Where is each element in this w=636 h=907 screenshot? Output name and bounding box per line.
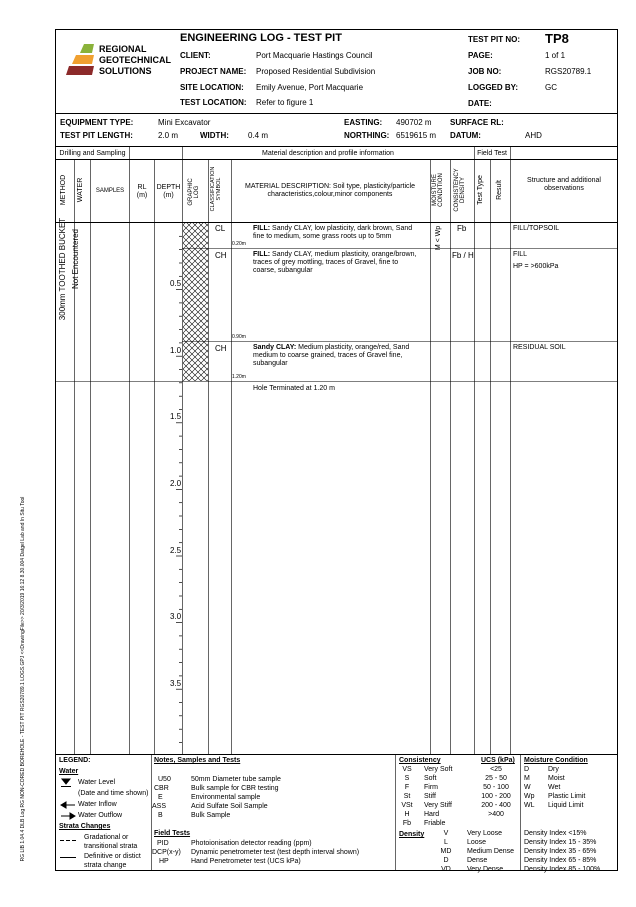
consistency-name: Very Stiff [424, 802, 452, 809]
consistency-ucs: >400 [488, 811, 504, 818]
note-code: E [158, 794, 163, 801]
client-value: Port Macquarie Hastings Council [256, 51, 373, 60]
classification-header: CLASSIFICATION SYMBOL [210, 166, 222, 212]
density-index: Density Index 85 - 100% [524, 866, 601, 873]
group-field-header: Field Test [477, 150, 507, 157]
width-label: WIDTH: [200, 131, 229, 140]
site-value: Emily Avenue, Port Macquarie [256, 83, 364, 92]
consistency-code: H [404, 811, 410, 818]
test-location-value: Refer to figure 1 [256, 98, 314, 107]
density-index: Density Index 65 - 85% [524, 857, 597, 864]
moisture-header: MOISTURE CONDITION [432, 173, 445, 207]
density-code: D [443, 857, 449, 864]
density-name: Very Dense [467, 866, 504, 873]
moisture-value: M < Wp [435, 225, 442, 251]
consistency-code: VS [402, 766, 412, 773]
date-label: DATE: [468, 99, 492, 108]
moisture-code: W [524, 784, 531, 791]
legend-field-title: Field Tests [154, 830, 191, 837]
legend-strata-2: transitional strata [84, 843, 138, 850]
layer-1-description: FILL: Sandy CLAY, low plasticity, dark brown, Sand fine to medium, some grass roots up to 5mm [253, 225, 413, 240]
job-value: RGS20789.1 [545, 67, 592, 76]
result-header: Result [496, 180, 503, 200]
layer-1-bottom: 0.20m [232, 241, 246, 247]
page-title: ENGINEERING LOG - TEST PIT [180, 32, 342, 44]
water-inflow-icon [61, 802, 75, 808]
depth-label: 2.0 [170, 479, 182, 488]
moisture-name: Wet [548, 784, 561, 791]
project-value: Proposed Residential Subdivision [256, 67, 376, 76]
test-pit-value: TP8 [545, 31, 569, 46]
consistency-name: Very Soft [424, 766, 453, 773]
water-value: Not Encountered [71, 228, 80, 290]
field-code: PID [157, 840, 169, 847]
hole-terminated-note: Hole Terminated at 1.20 m [253, 385, 335, 392]
legend-notes-title: Notes, Samples and Tests [154, 757, 241, 764]
site-label: SITE LOCATION: [180, 83, 244, 92]
consistency-name: Hard [424, 811, 440, 818]
side-file-stamp: RG LIB 1.04.4 DLB Log RG NON-CORED BOREHOLE - TEST PIT RGS20789.1 LOGS.GPJ <<DrawingFile>> 20/3/2019 16:12 8.30.004 Datgel Lab and In Situ Tool [20, 496, 26, 862]
depth-label: 3.5 [170, 679, 182, 688]
density-code: VD [441, 866, 451, 873]
density-index: Density Index <15% [524, 830, 587, 837]
moisture-code: D [524, 766, 530, 773]
layer-2-bottom: 0.90m [232, 334, 246, 340]
water-header: WATER [77, 177, 84, 203]
datum-value: AHD [525, 131, 542, 140]
moisture-code: M [524, 775, 530, 782]
moisture-code: Wp [524, 793, 535, 800]
legend-density-title: Density [399, 831, 425, 838]
field-desc: Hand Penetrometer test (UCS kPa) [191, 858, 301, 865]
density-code: V [443, 830, 449, 837]
depth-label: 2.5 [170, 546, 182, 555]
consistency-header: CONSISTENCY DENSITY [454, 168, 467, 212]
layer-2-consistency: Fb / H [452, 251, 474, 260]
layer-1-consistency: Fb [457, 224, 467, 233]
legend-consistency-title: Consistency [399, 757, 441, 764]
project-label: PROJECT NAME: [180, 67, 247, 76]
layer-2-symbol: CH [215, 251, 227, 260]
water-level-icon [62, 779, 70, 784]
layer-2-structure-note: HP = >600kPa [513, 263, 559, 270]
page-label: PAGE: [468, 51, 493, 60]
moisture-code: WL [524, 802, 535, 809]
group-material-header: Material description and profile information [262, 150, 394, 157]
test-pit-label: TEST PIT NO: [468, 35, 520, 44]
moisture-name: Moist [548, 775, 565, 782]
note-code: CBR [154, 785, 169, 792]
legend-strata-4: strata change [84, 862, 127, 869]
consistency-name: Firm [424, 784, 438, 791]
consistency-code: S [404, 775, 410, 782]
note-desc: 50mm Diameter tube sample [191, 776, 281, 783]
field-code: DCP(x-y) [152, 849, 181, 856]
legend-water-level-note: (Date and time shown) [78, 790, 149, 797]
length-label: TEST PIT LENGTH: [60, 131, 133, 140]
depth-label: 0.5 [170, 279, 182, 288]
logged-value: GC [545, 83, 557, 92]
layer-1-symbol: CL [215, 224, 226, 233]
legend-water-title: Water [59, 768, 79, 775]
method-header: METHOD [60, 174, 67, 206]
equipment-label: EQUIPMENT TYPE: [60, 118, 134, 127]
test-location-label: TEST LOCATION: [180, 98, 247, 107]
page-value: 1 of 1 [545, 51, 566, 60]
depth-label: 3.0 [170, 612, 182, 621]
density-name: Loose [467, 839, 487, 846]
moisture-name: Plastic Limit [548, 793, 586, 800]
legend-water-inflow: Water Inflow [78, 801, 117, 808]
structure-header: Structure and additional observations [527, 177, 601, 192]
northing-value: 6519615 m [396, 131, 437, 140]
note-code: U50 [158, 776, 171, 783]
logo-line-3: SOLUTIONS [99, 66, 152, 76]
legend-water-outflow: Water Outflow [78, 812, 123, 819]
graphic-header: GRAPHIC LOG [188, 178, 201, 206]
datum-label: DATUM: [450, 131, 481, 140]
consistency-code: VSt [401, 802, 413, 809]
length-value: 2.0 m [158, 131, 179, 140]
equipment-value: Mini Excavator [158, 118, 211, 127]
density-index: Density Index 35 - 65% [524, 848, 597, 855]
water-outflow-icon [61, 813, 75, 819]
width-value: 0.4 m [248, 131, 269, 140]
legend-moisture-title: Moisture Condition [524, 757, 588, 764]
consistency-ucs: 200 - 400 [481, 802, 511, 809]
density-name: Dense [467, 857, 488, 864]
density-name: Medium Dense [467, 848, 515, 855]
density-name: Very Loose [467, 830, 503, 837]
consistency-name: Soft [424, 775, 437, 782]
field-desc: Photoionisation detector reading (ppm) [191, 840, 312, 847]
consistency-code: St [403, 793, 411, 800]
job-label: JOB NO: [468, 67, 502, 76]
client-label: CLIENT: [180, 51, 211, 60]
consistency-name: Stiff [424, 793, 436, 800]
density-code: L [444, 839, 448, 846]
layer-3-symbol: CH [215, 344, 227, 353]
note-desc: Bulk Sample [191, 812, 231, 819]
consistency-ucs: <25 [490, 766, 502, 773]
moisture-name: Liquid Limit [548, 802, 584, 809]
depth-label: 1.0 [170, 346, 182, 355]
northing-label: NORTHING: [344, 131, 390, 140]
note-desc: Acid Sulfate Soil Sample [191, 803, 268, 810]
consistency-ucs: 100 - 200 [481, 793, 511, 800]
easting-label: EASTING: [344, 118, 383, 127]
note-desc: Environmental sample [191, 794, 261, 801]
depth-scale [176, 236, 182, 742]
depth-header: DEPTH (m) [156, 184, 181, 200]
test-type-header: Test Type [477, 175, 484, 205]
legend-strata-3: Definitive or distict [84, 853, 141, 860]
legend-strata-title: Strata Changes [59, 823, 111, 830]
depth-label: 1.5 [170, 412, 182, 421]
layer-3-bottom: 1.20m [232, 374, 246, 380]
note-code: B [158, 812, 163, 819]
logo-line-1: REGIONAL [99, 44, 147, 54]
layer-3-structure: RESIDUAL SOIL [513, 344, 566, 351]
note-desc: Bulk sample for CBR testing [191, 785, 279, 792]
group-drilling-header: Drilling and Sampling [59, 150, 126, 157]
moisture-name: Dry [548, 766, 559, 773]
material-header: MATERIAL DESCRIPTION: Soil type, plasticity/particle characteristics,colour,minor components [245, 183, 415, 198]
surface-rl-label: SURFACE RL: [450, 118, 504, 127]
layer-2-structure: FILL [513, 251, 528, 258]
layer-1-structure: FILL/TOPSOIL [513, 225, 560, 232]
samples-header: SAMPLES [95, 188, 125, 194]
field-code: HP [159, 858, 169, 865]
logged-label: LOGGED BY: [468, 83, 519, 92]
consistency-ucs: 50 - 100 [483, 784, 509, 791]
consistency-code: F [404, 784, 410, 791]
consistency-ucs: 25 - 50 [485, 775, 507, 782]
layer-2-description: FILL: Sandy CLAY, medium plasticity, orange/brown, traces of grey mottling, traces of Gravel, fine to coarse, subangular [253, 251, 417, 274]
density-code: MD [440, 848, 452, 855]
layer-3-description: Sandy CLAY: Medium plasticity, orange/red, Sand medium to coarse grained, traces of Gravel fine, subangular [253, 344, 410, 367]
density-index: Density Index 15 - 35% [524, 839, 597, 846]
consistency-name: Friable [424, 820, 446, 827]
legend-water-level: Water Level [78, 779, 116, 786]
easting-value: 490702 m [396, 118, 432, 127]
legend-title: LEGEND: [59, 757, 91, 764]
rl-header: RL (m) [136, 184, 148, 200]
legend-ucs-title: UCS (kPa) [481, 757, 515, 764]
logo-line-2: GEOTECHNICAL [99, 55, 171, 65]
method-value: 300mm TOOTHED BUCKET [58, 217, 67, 321]
company-logo-icon [66, 42, 96, 76]
field-desc: Dynamic penetrometer test (test depth interval shown) [191, 849, 360, 856]
note-code: ASS [152, 803, 167, 810]
graphic-log-hatch [183, 223, 208, 381]
legend-strata-1: Gradational or [84, 834, 129, 841]
consistency-code: Fb [402, 820, 412, 827]
